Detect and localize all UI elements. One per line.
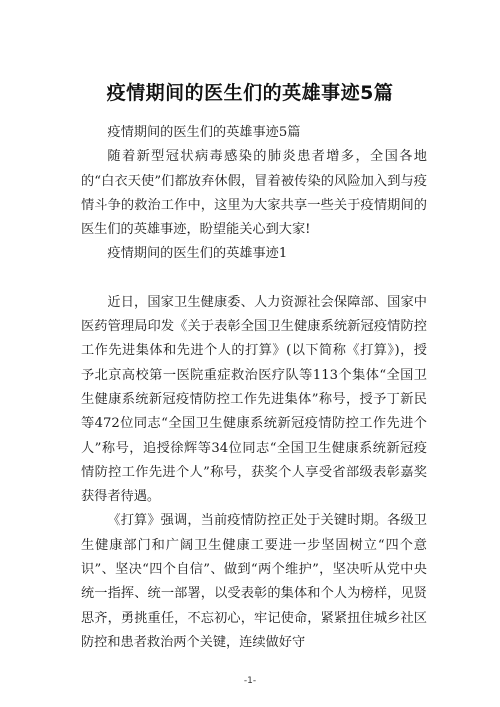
- page-number: -1-: [243, 676, 257, 686]
- paragraph-subtitle: 疫情期间的医生们的英雄事迹5篇: [107, 125, 301, 140]
- document-title: 疫情期间的医生们的英雄事迹5篇: [106, 82, 394, 104]
- paragraph-award-announcement: 近日，国家卫生健康委、人力资源社会保障部、国家中医药管理局印发《关于表彰全国卫生健康系统新冠疫情防控工作先进集体和先进个人的打算》(以下简称《打算》)，授予北京高校第一医院重症救治医疗队等113个集体“全国卫生健康系统新冠疫情防控工作先进集体”称号，授予丁新民等472位同志“全国卫生健康系统新冠疫情防控工作先进个人”称号，追授徐辉等34位同志“全国卫生健康系统新冠疫情防控工作先进个人”称号，获奖个人享受省部级表彰嘉奖获得者待遇。: [81, 294, 427, 505]
- document-body: [81, 121, 427, 655]
- blank-line: [81, 267, 427, 291]
- paragraph-decision-emphasis: 《打算》强调，当前疫情防控正处于关键时期。各级卫生健康部门和广阔卫生健康工要进一步坚固树立“四个意识”、坚决“四个自信”、做到“两个维护”，坚决听从党中央统一指挥、统一部署，以受表彰的集体和个人为榜样，见贤思齐，勇挑重任，不忘初心，牢记使命，紧紧扭住城乡社区防控和患者救治两个关键，连续做好守: [81, 513, 427, 650]
- paragraph-section-heading: 疫情期间的医生们的英雄事迹1: [107, 246, 288, 262]
- paragraph-intro: 随着新型冠状病毒感染的肺炎患者增多，全国各地的“白衣天使”们都放弃休假，冒着被传染的风险加入到与疫情斗争的救治工作中，这里为大家共享一些关于疫情期间的医生们的英雄事迹，盼望能关心到大家!: [81, 149, 427, 238]
